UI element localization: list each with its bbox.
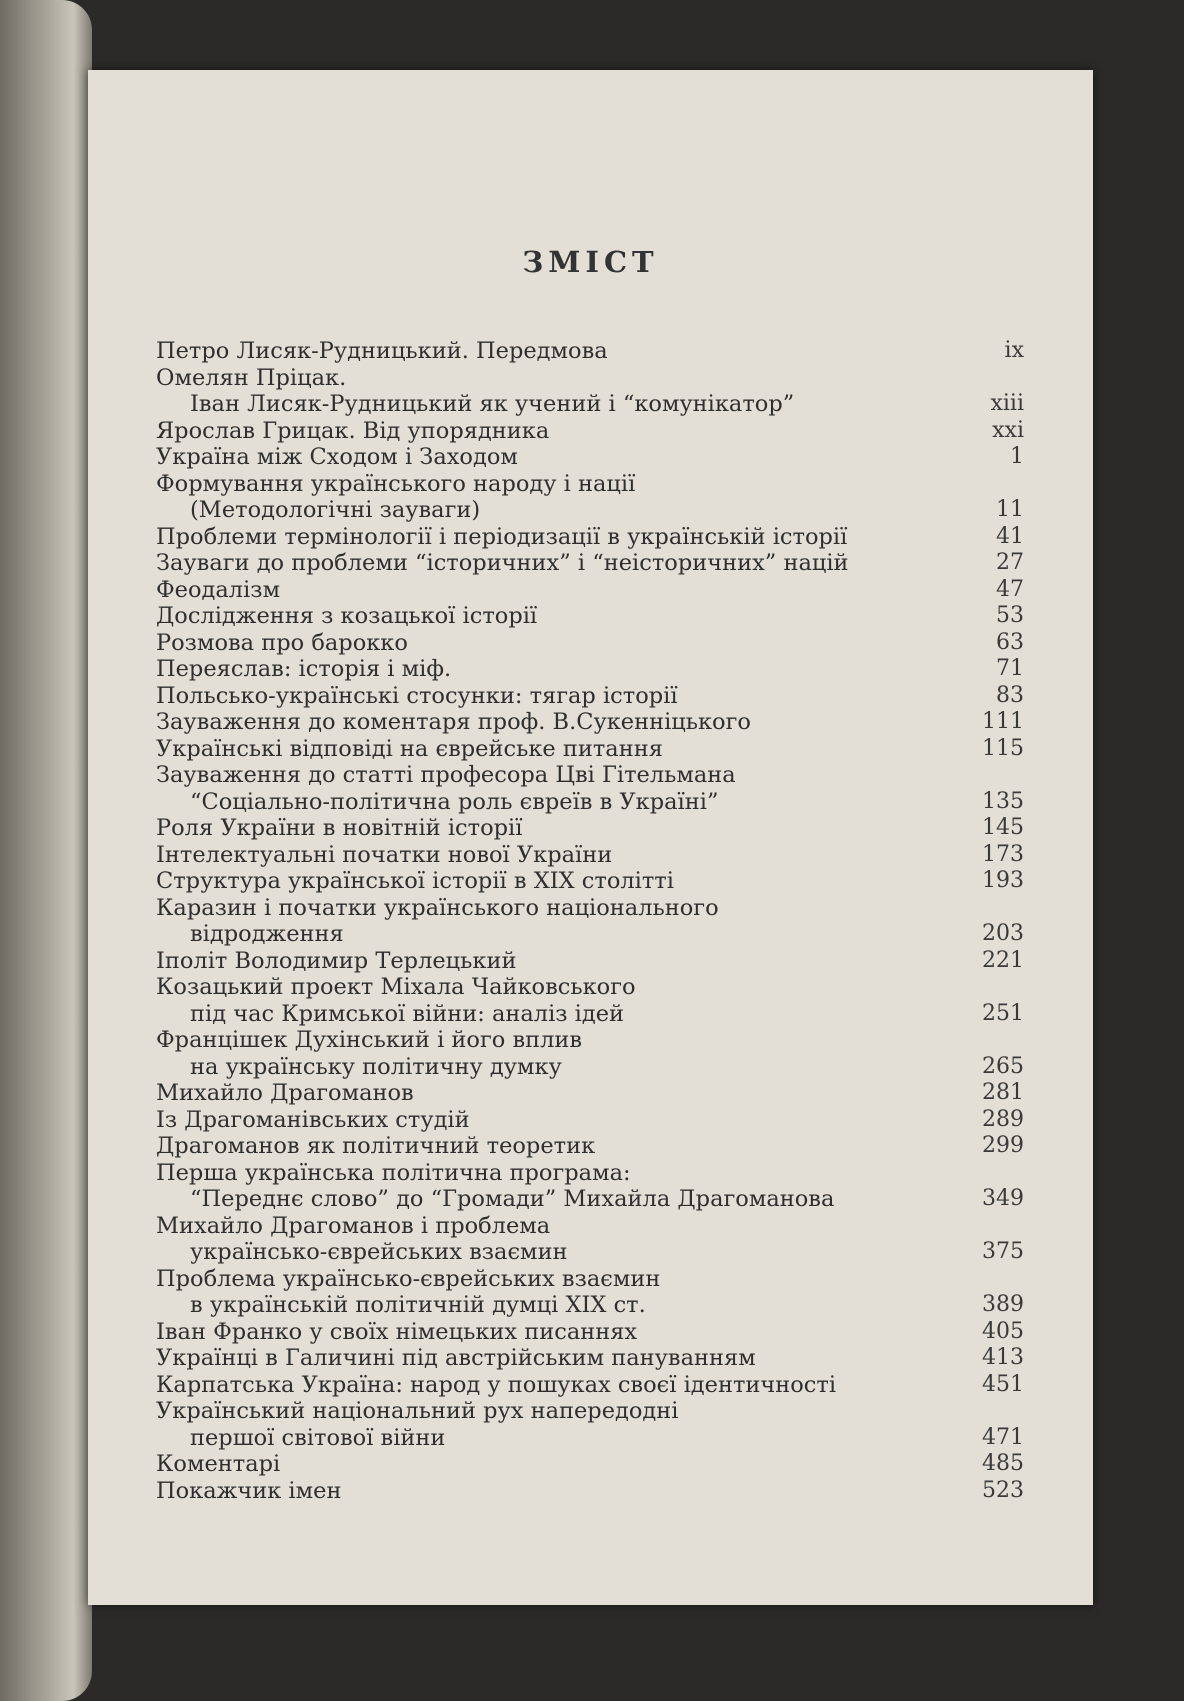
toc-entry	[156, 1372, 1036, 1399]
toc-entry-title	[156, 1266, 938, 1319]
toc-entry-title	[156, 683, 938, 710]
toc-entry	[156, 1478, 1036, 1505]
toc-entry-page-number: 389	[982, 1292, 1024, 1317]
toc-entry	[156, 524, 1036, 551]
toc-entry-page-number: 451	[982, 1371, 1024, 1397]
toc-entry-title	[156, 1107, 938, 1134]
toc-entry-page-number: 523	[982, 1477, 1024, 1503]
toc-entry-line: Францішек Духінський і його вплив	[156, 1027, 583, 1053]
toc-entry-title	[156, 471, 938, 524]
toc-entry-line: Михайло Драгоманов і проблема	[156, 1212, 551, 1239]
toc-entry	[156, 656, 1036, 683]
toc-entry-line: українсько-єврейських взаємин	[190, 1239, 568, 1265]
toc-entry-page-number: 145	[982, 815, 1024, 840]
toc-entry	[156, 815, 1036, 842]
toc-entry-title	[156, 365, 938, 418]
toc-entry	[156, 1266, 1036, 1319]
toc-entry-page-number: 173	[982, 841, 1024, 867]
toc-entry-line: (Методологічні зауваги)	[190, 497, 481, 523]
toc-entry	[156, 1451, 1036, 1478]
toc-entry-line: Карпатська Україна: народ у пошуках своєї ідентичності	[156, 1371, 837, 1398]
toc-entry	[156, 1345, 1036, 1372]
toc-entry-line: Іван Франко у своїх німецьких писаннях	[156, 1318, 638, 1345]
toc-entry-line: Формування українського народу і нації	[156, 470, 636, 497]
toc-entry-line: Зауваги до проблеми “історичних” і “неісторичних” націй	[156, 550, 849, 576]
toc-entry-line: Іполіт Володимир Терлецький	[156, 947, 517, 974]
toc-entry-title	[156, 948, 938, 975]
toc-entry	[156, 1319, 1036, 1346]
toc-entry-title	[156, 1372, 938, 1399]
toc-entry-line: Перша українська політична програма:	[156, 1159, 631, 1186]
toc-entry	[156, 1107, 1036, 1134]
toc-entry	[156, 1027, 1036, 1080]
toc-entry	[156, 577, 1036, 604]
toc-entry-page-number: 47	[996, 576, 1024, 602]
toc-entry	[156, 762, 1036, 815]
toc-entry	[156, 338, 1036, 365]
toc-entry	[156, 1213, 1036, 1266]
toc-entry-page-number: 251	[982, 1000, 1024, 1026]
toc-entry-title	[156, 444, 938, 471]
toc-entry-page-number: 111	[982, 709, 1024, 734]
toc-entry-title	[156, 736, 938, 763]
toc-entry-title	[156, 762, 938, 815]
toc-entry-line: першої світової війни	[190, 1424, 446, 1451]
toc-entry-page-number: xxi	[992, 417, 1024, 443]
toc-entry-page-number: 63	[996, 629, 1024, 655]
toc-entry-line: Українські відповіді на єврейське питання	[156, 735, 663, 762]
toc-entry-line: Петро Лисяк-Рудницький. Передмова	[156, 338, 608, 364]
toc-entry-title	[156, 868, 938, 895]
toc-entry	[156, 471, 1036, 524]
toc-entry-title	[156, 1319, 938, 1346]
toc-entry	[156, 603, 1036, 630]
toc-entry-page-number: xiii	[990, 391, 1024, 416]
toc-entry-page-number: 193	[982, 868, 1024, 893]
toc-entry	[156, 1160, 1036, 1213]
toc-entry-page-number: 413	[982, 1345, 1024, 1370]
toc-entry-title	[156, 338, 938, 365]
toc-entry-line: Покажчик імен	[156, 1477, 342, 1504]
toc-entry-line: в українській політичній думці XIX ст.	[190, 1292, 646, 1318]
toc-entry-line: Роля України в новітній історії	[156, 815, 523, 841]
toc-entry-title	[156, 418, 938, 445]
toc-entry-line: Зауваження до статті професора Цві Гітельмана	[156, 762, 736, 788]
toc-entry-title	[156, 1345, 938, 1372]
toc-entry-page-number: 27	[996, 550, 1024, 575]
toc-entry	[156, 444, 1036, 471]
toc-entry-title	[156, 656, 938, 683]
toc-entry-page-number: 471	[982, 1424, 1024, 1450]
toc-entry-page-number: 349	[982, 1186, 1024, 1211]
toc-entry-line: Проблема українсько-єврейських взаємин	[156, 1265, 661, 1292]
toc-entry-page-number: 221	[982, 947, 1024, 973]
toc-entry-line: Феодалізм	[156, 576, 281, 603]
toc-entry-line: Дослідження з козацької історії	[156, 603, 538, 629]
toc-entry-line: на українську політичну думку	[190, 1053, 562, 1080]
toc-entry-title	[156, 1478, 938, 1505]
toc-entry-title	[156, 1080, 938, 1107]
toc-entry-title	[156, 630, 938, 657]
toc-entry-line: Україна між Сходом і Заходом	[156, 444, 518, 470]
toc-entry-line: Омелян Пріцак.	[156, 364, 347, 391]
toc-entry	[156, 868, 1036, 895]
toc-entry-line: “Переднє слово” до “Громади” Михайла Драгоманова	[190, 1186, 835, 1212]
toc-entry-line: Розмова про барокко	[156, 629, 408, 656]
toc-entry-page-number: 289	[982, 1106, 1024, 1132]
toc-entry-page-number: 203	[982, 921, 1024, 946]
toc-entry-line: Михайло Драгоманов	[156, 1080, 414, 1106]
toc-entry-page-number: 83	[996, 682, 1024, 708]
toc-entry	[156, 1133, 1036, 1160]
toc-entry-line: Каразин і початки українського національного	[156, 894, 719, 921]
toc-entry-line: Із Драгоманівських студій	[156, 1106, 470, 1133]
toc-entry-line: Зауваження до коментаря проф. В.Сукенніцького	[156, 709, 751, 735]
toc-entry-title	[156, 815, 938, 842]
toc-entry-line: Драгоманов як політичний теоретик	[156, 1133, 596, 1159]
facing-page-edge	[0, 0, 92, 1701]
toc-entry-line: під час Кримської війни: аналіз ідей	[190, 1000, 625, 1027]
toc-entry-title	[156, 1160, 938, 1213]
toc-entry	[156, 736, 1036, 763]
toc-entry-title	[156, 603, 938, 630]
toc-entry	[156, 630, 1036, 657]
toc-entry-page-number: 485	[982, 1451, 1024, 1476]
toc-entry-title	[156, 577, 938, 604]
toc-entry	[156, 974, 1036, 1027]
toc-entry-title	[156, 1027, 938, 1080]
toc-entry-title	[156, 1133, 938, 1160]
toc-entry	[156, 365, 1036, 418]
book-page	[88, 70, 1093, 1605]
page-title: ЗМІСТ	[522, 245, 659, 279]
toc-entry-line: Проблеми термінології і періодизації в українській історії	[156, 523, 848, 550]
toc-entry-title	[156, 1398, 938, 1451]
toc-entry-line: Польсько-українські стосунки: тягар історії	[156, 682, 678, 709]
toc-entry	[156, 709, 1036, 736]
toc-entry-title	[156, 895, 938, 948]
toc-entry-page-number: 53	[996, 603, 1024, 628]
toc-entry-line: Переяслав: історія і міф.	[156, 656, 452, 682]
toc-entry-line: Коментарі	[156, 1451, 281, 1477]
toc-entry-title	[156, 1451, 938, 1478]
toc-entry	[156, 948, 1036, 975]
toc-entry-line: Український національний рух напередодні	[156, 1398, 679, 1424]
toc-entry-page-number: 11	[996, 497, 1024, 522]
toc-entry-title	[156, 842, 938, 869]
toc-entry-title	[156, 550, 938, 577]
toc-entry-line: Українці в Галичині під австрійським пануванням	[156, 1345, 756, 1371]
toc-entry-page-number: 135	[982, 788, 1024, 814]
toc-entry-page-number: 115	[982, 735, 1024, 761]
toc-entry-title	[156, 709, 938, 736]
toc-entry-page-number: 375	[982, 1239, 1024, 1264]
toc-entry-title	[156, 524, 938, 551]
toc-entry-page-number: 281	[982, 1080, 1024, 1105]
toc-entry-line: Ярослав Грицак. Від упорядника	[156, 417, 550, 444]
toc-entry-line: Козацький проект Міхала Чайковського	[156, 974, 636, 1000]
toc-entry-page-number: ix	[1004, 338, 1024, 363]
toc-entry-page-number: 41	[996, 523, 1024, 549]
toc-entry-page-number: 299	[982, 1133, 1024, 1158]
toc-entry-line: відродження	[190, 921, 344, 947]
toc-entry	[156, 550, 1036, 577]
table-of-contents	[156, 338, 1036, 1504]
toc-entry-line: Структура української історії в XIX столітті	[156, 868, 674, 894]
toc-entry-line: Іван Лисяк-Рудницький як учений і “комунікатор”	[190, 391, 795, 417]
toc-entry	[156, 842, 1036, 869]
toc-entry	[156, 418, 1036, 445]
toc-entry	[156, 895, 1036, 948]
toc-entry	[156, 683, 1036, 710]
toc-entry	[156, 1398, 1036, 1451]
toc-entry-title	[156, 974, 938, 1027]
toc-entry-page-number: 71	[996, 656, 1024, 681]
toc-entry-page-number: 265	[982, 1053, 1024, 1079]
toc-entry-title	[156, 1213, 938, 1266]
toc-entry-page-number: 405	[982, 1318, 1024, 1344]
toc-entry-page-number: 1	[1010, 444, 1024, 469]
toc-entry-line: Інтелектуальні початки нової України	[156, 841, 613, 868]
toc-entry	[156, 1080, 1036, 1107]
toc-entry-line: “Соціально-політична роль євреїв в Україні”	[190, 788, 719, 815]
